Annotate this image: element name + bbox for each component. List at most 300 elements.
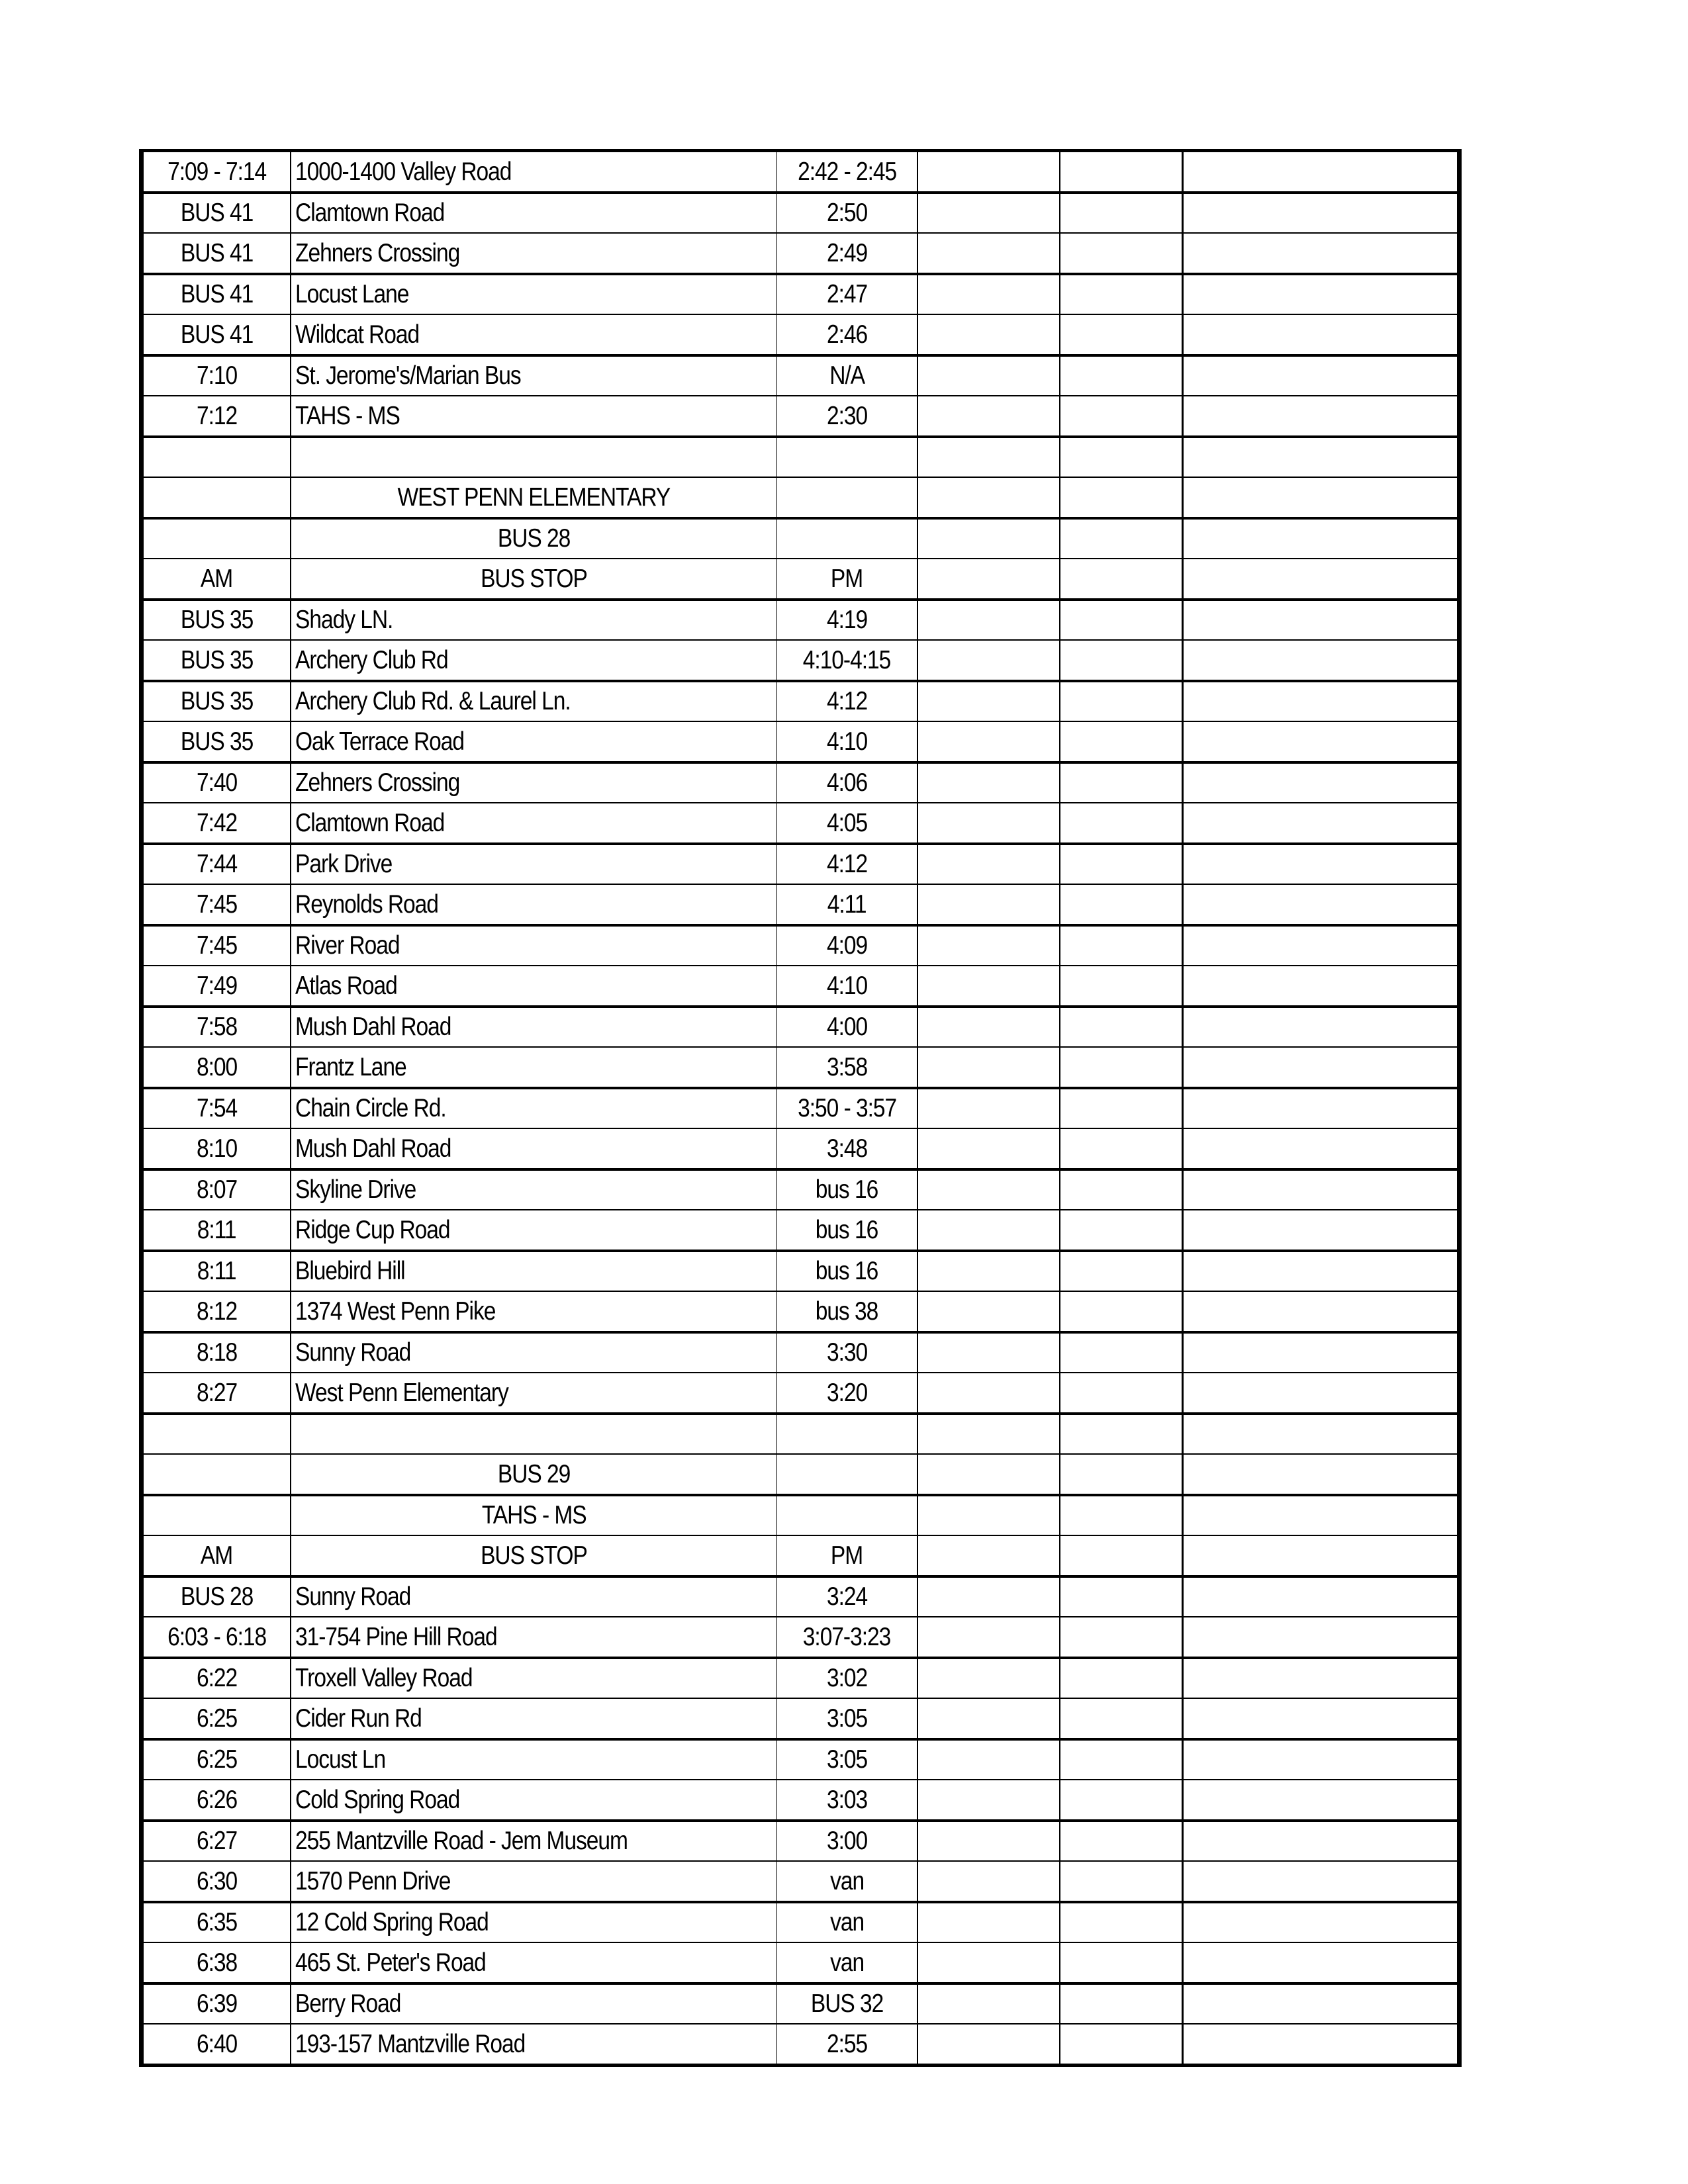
bus-stop-cell — [291, 1169, 776, 1210]
empty-cell — [917, 1169, 1060, 1210]
empty-cell — [1060, 640, 1182, 681]
am-time-cell — [143, 1373, 291, 1414]
bus-stop-cell-text: 1570 Penn Drive — [295, 1866, 451, 1895]
empty-cell — [1182, 233, 1458, 274]
am-time-cell-text: 7:42 — [196, 808, 238, 837]
am-time-cell-text: 7:09 - 7:14 — [167, 157, 267, 186]
bus-stop-cell-text: Sunny Road — [295, 1582, 411, 1612]
empty-cell — [1060, 1617, 1182, 1658]
empty-cell — [1182, 600, 1458, 641]
empty-cell — [1182, 1088, 1458, 1129]
pm-time-cell-text: 4:10-4:15 — [803, 645, 891, 674]
pm-time-cell — [776, 1047, 917, 1088]
empty-cell — [917, 803, 1060, 844]
am-time-cell — [143, 193, 291, 234]
bus-schedule-table — [142, 152, 1458, 2064]
bus-stop-cell-text: Atlas Road — [295, 971, 397, 1000]
bus-stop-cell-text: Locust Lane — [295, 280, 409, 309]
pm-time-cell-text: 3:03 — [826, 1785, 867, 1814]
table-row — [143, 1169, 1458, 1210]
empty-cell — [917, 1658, 1060, 1699]
empty-cell — [1182, 1291, 1458, 1332]
bus-stop-cell — [291, 762, 776, 803]
am-time-cell — [143, 1576, 291, 1617]
am-time-cell-text: BUS 41 — [180, 199, 254, 228]
am-time-cell — [143, 1821, 291, 1862]
empty-cell — [917, 1780, 1060, 1821]
am-time-cell — [143, 1169, 291, 1210]
empty-cell — [917, 1291, 1060, 1332]
am-time-cell — [143, 966, 291, 1007]
bus-stop-cell — [291, 600, 776, 641]
bus-stop-cell-text: Wildcat Road — [295, 320, 420, 349]
pm-time-cell-text: 3:24 — [826, 1582, 867, 1612]
table-row — [143, 681, 1458, 722]
table-row — [143, 1128, 1458, 1169]
am-time-cell — [143, 925, 291, 966]
empty-cell — [1060, 1576, 1182, 1617]
pm-time-cell — [776, 477, 917, 518]
pm-time-cell — [776, 1414, 917, 1455]
am-time-cell — [143, 314, 291, 355]
am-time-cell-text: 7:54 — [196, 1094, 238, 1123]
am-time-cell-text: 6:22 — [196, 1664, 238, 1693]
pm-time-cell — [776, 1210, 917, 1251]
empty-cell — [917, 721, 1060, 762]
pm-time-cell — [776, 844, 917, 885]
empty-cell — [1060, 1007, 1182, 1048]
bus-stop-cell — [291, 437, 776, 478]
table-row — [143, 1251, 1458, 1292]
empty-cell — [917, 1495, 1060, 1536]
empty-cell — [1182, 966, 1458, 1007]
bus-stop-cell — [291, 193, 776, 234]
pm-time-cell-text: BUS 32 — [810, 1989, 883, 2019]
empty-cell — [917, 1007, 1060, 1048]
empty-cell — [917, 1576, 1060, 1617]
empty-cell — [1182, 1332, 1458, 1373]
pm-time-cell — [776, 1373, 917, 1414]
pm-time-cell — [776, 1454, 917, 1495]
pm-time-cell-text: 4:10 — [826, 971, 867, 1000]
empty-cell — [917, 640, 1060, 681]
table-row — [143, 193, 1458, 234]
bus-stop-cell-text: Shady LN. — [295, 606, 393, 635]
bus-stop-cell-text: Sunny Road — [295, 1338, 411, 1367]
section-title-cell — [291, 477, 776, 518]
schedule-rows — [143, 152, 1458, 2064]
pm-time-cell-text: 3:48 — [826, 1134, 867, 1163]
bus-stop-cell — [291, 233, 776, 274]
am-time-cell-text: BUS 28 — [180, 1582, 254, 1612]
empty-cell — [1060, 152, 1182, 193]
section-header-row — [143, 1495, 1458, 1536]
am-time-cell — [143, 1780, 291, 1821]
bus-stop-cell — [291, 1983, 776, 2025]
bus-stop-cell-text: TAHS - MS — [295, 401, 400, 430]
empty-cell — [1182, 1902, 1458, 1943]
empty-cell — [1182, 1495, 1458, 1536]
pm-time-cell — [776, 233, 917, 274]
am-time-cell-text: 7:10 — [196, 361, 238, 390]
am-time-cell — [143, 1210, 291, 1251]
bus-stop-cell — [291, 2024, 776, 2064]
empty-cell — [917, 314, 1060, 355]
empty-cell — [1060, 314, 1182, 355]
pm-time-cell — [776, 314, 917, 355]
table-row — [143, 600, 1458, 641]
pm-time-cell-text: bus 16 — [815, 1175, 878, 1205]
bus-stop-cell — [291, 1047, 776, 1088]
am-time-cell — [143, 1414, 291, 1455]
table-row — [143, 1047, 1458, 1088]
empty-cell — [1182, 1454, 1458, 1495]
bus-stop-cell — [291, 844, 776, 885]
empty-cell — [1060, 193, 1182, 234]
am-time-cell — [143, 1007, 291, 1048]
am-time-cell-text: 6:25 — [196, 1745, 238, 1774]
empty-cell — [917, 681, 1060, 722]
empty-cell — [917, 1373, 1060, 1414]
empty-cell — [917, 1698, 1060, 1739]
bus-stop-cell-text: Mush Dahl Road — [295, 1013, 451, 1042]
table-row — [143, 1576, 1458, 1617]
empty-cell — [917, 1251, 1060, 1292]
bus-stop-cell-text: Troxell Valley Road — [295, 1664, 473, 1693]
empty-cell — [1182, 1414, 1458, 1455]
pm-time-cell-text: PM — [831, 564, 863, 593]
table-row — [143, 1698, 1458, 1739]
bus-stop-cell — [291, 1780, 776, 1821]
am-time-cell — [143, 1454, 291, 1495]
am-time-cell — [143, 1739, 291, 1780]
bus-stop-cell-text: Chain Circle Rd. — [295, 1094, 446, 1123]
empty-cell — [917, 274, 1060, 315]
empty-cell — [1060, 1251, 1182, 1292]
pm-time-cell-text: 3:05 — [826, 1704, 867, 1733]
bus-stop-cell — [291, 966, 776, 1007]
bus-stop-cell — [291, 1373, 776, 1414]
am-time-cell — [143, 1902, 291, 1943]
pm-time-cell-text: 4:12 — [826, 850, 867, 879]
empty-cell — [1060, 1780, 1182, 1821]
empty-cell — [1182, 640, 1458, 681]
empty-cell — [917, 1454, 1060, 1495]
am-time-cell — [143, 803, 291, 844]
empty-cell — [1182, 396, 1458, 437]
am-time-cell-text: AM — [201, 1541, 233, 1570]
am-time-cell-text: 6:38 — [196, 1948, 238, 1977]
empty-cell — [917, 2024, 1060, 2064]
pm-time-cell-text: van — [829, 1908, 864, 1937]
table-row — [143, 640, 1458, 681]
empty-cell — [1060, 1210, 1182, 1251]
pm-time-cell-text: 3:58 — [826, 1052, 867, 1081]
empty-cell — [1060, 681, 1182, 722]
bus-stop-cell-text: Cold Spring Road — [295, 1785, 460, 1814]
section-header-row — [143, 559, 1458, 600]
pm-time-cell-text: 4:19 — [826, 606, 867, 635]
pm-time-cell — [776, 966, 917, 1007]
empty-cell — [1182, 437, 1458, 478]
bus-stop-cell-text: 1000-1400 Valley Road — [295, 157, 512, 186]
am-time-cell — [143, 1658, 291, 1699]
empty-cell — [1060, 1739, 1182, 1780]
am-time-cell-text: 7:44 — [196, 850, 238, 879]
bus-stop-cell-text: 193-157 Mantzville Road — [295, 2029, 526, 2058]
empty-cell — [1182, 681, 1458, 722]
pm-time-cell — [776, 1088, 917, 1129]
pm-time-cell — [776, 1535, 917, 1576]
bus-stop-cell-text: Berry Road — [295, 1989, 401, 2019]
empty-cell — [917, 559, 1060, 600]
am-time-cell-text: 7:45 — [196, 931, 238, 960]
pm-time-cell-text: 3:05 — [826, 1745, 867, 1774]
empty-cell — [917, 1739, 1060, 1780]
am-time-cell-text: 8:27 — [196, 1378, 238, 1407]
section-title-cell-text: BUS STOP — [480, 1541, 587, 1570]
empty-cell — [1182, 2024, 1458, 2064]
pm-time-cell-text: bus 16 — [815, 1215, 878, 1244]
bus-stop-cell-text: Reynolds Road — [295, 889, 438, 919]
table-row — [143, 1902, 1458, 1943]
empty-cell — [1060, 600, 1182, 641]
section-title-cell-text: TAHS - MS — [481, 1501, 586, 1530]
table-row — [143, 884, 1458, 925]
table-row — [143, 1983, 1458, 2025]
table-row — [143, 1861, 1458, 1902]
table-row — [143, 1780, 1458, 1821]
empty-cell — [1060, 477, 1182, 518]
table-row — [143, 1658, 1458, 1699]
empty-cell — [1182, 1169, 1458, 1210]
empty-cell — [917, 396, 1060, 437]
empty-cell — [1182, 1739, 1458, 1780]
pm-time-cell-text: 4:10 — [826, 727, 867, 756]
empty-cell — [1182, 355, 1458, 396]
empty-cell — [1182, 1251, 1458, 1292]
table-row — [143, 1291, 1458, 1332]
bus-stop-cell — [291, 1658, 776, 1699]
empty-cell — [1182, 1983, 1458, 2025]
empty-cell — [917, 1535, 1060, 1576]
table-row — [143, 1007, 1458, 1048]
table-row — [143, 355, 1458, 396]
bus-stop-cell — [291, 640, 776, 681]
am-time-cell-text: 7:58 — [196, 1013, 238, 1042]
empty-cell — [1060, 1698, 1182, 1739]
empty-cell — [1060, 1942, 1182, 1983]
am-time-cell — [143, 1698, 291, 1739]
pm-time-cell-text: 2:55 — [826, 2029, 867, 2058]
empty-cell — [1182, 1576, 1458, 1617]
empty-cell — [1060, 1983, 1182, 2025]
pm-time-cell-text: 4:05 — [826, 808, 867, 837]
empty-cell — [917, 1902, 1060, 1943]
am-time-cell-text: BUS 35 — [180, 687, 254, 716]
pm-time-cell-text: van — [829, 1866, 864, 1895]
am-time-cell — [143, 559, 291, 600]
pm-time-cell — [776, 193, 917, 234]
am-time-cell — [143, 1332, 291, 1373]
am-time-cell — [143, 844, 291, 885]
bus-stop-cell — [291, 396, 776, 437]
table-row — [143, 152, 1458, 193]
pm-time-cell-text: PM — [831, 1541, 863, 1570]
bus-stop-cell — [291, 1414, 776, 1455]
empty-cell — [917, 477, 1060, 518]
empty-cell — [917, 1210, 1060, 1251]
pm-time-cell-text: 4:00 — [826, 1013, 867, 1042]
table-row — [143, 233, 1458, 274]
am-time-cell-text: 6:30 — [196, 1866, 238, 1895]
bus-stop-cell — [291, 1332, 776, 1373]
pm-time-cell — [776, 1698, 917, 1739]
bus-stop-cell-text: Archery Club Rd. & Laurel Ln. — [295, 687, 571, 716]
empty-cell — [1182, 1821, 1458, 1862]
bus-stop-cell — [291, 1088, 776, 1129]
empty-cell — [1060, 721, 1182, 762]
section-header-row — [143, 518, 1458, 559]
pm-time-cell — [776, 884, 917, 925]
empty-cell — [1060, 355, 1182, 396]
empty-cell — [1060, 1861, 1182, 1902]
bus-stop-cell-text: Locust Ln — [295, 1745, 386, 1774]
empty-cell — [1060, 1373, 1182, 1414]
pm-time-cell-text: 3:20 — [826, 1378, 867, 1407]
spacer-row — [143, 1414, 1458, 1455]
empty-cell — [917, 600, 1060, 641]
empty-cell — [1060, 274, 1182, 315]
am-time-cell — [143, 518, 291, 559]
empty-cell — [1060, 2024, 1182, 2064]
am-time-cell — [143, 600, 291, 641]
empty-cell — [1060, 803, 1182, 844]
table-row — [143, 1210, 1458, 1251]
am-time-cell — [143, 640, 291, 681]
pm-time-cell-text: 4:06 — [826, 768, 867, 797]
pm-time-cell — [776, 1658, 917, 1699]
bus-stop-cell — [291, 314, 776, 355]
am-time-cell-text: 6:40 — [196, 2029, 238, 2058]
empty-cell — [917, 884, 1060, 925]
empty-cell — [1182, 1047, 1458, 1088]
am-time-cell — [143, 1128, 291, 1169]
am-time-cell-text: 8:12 — [196, 1297, 238, 1326]
empty-cell — [1060, 233, 1182, 274]
am-time-cell — [143, 762, 291, 803]
empty-cell — [917, 518, 1060, 559]
bus-stop-cell — [291, 884, 776, 925]
pm-time-cell — [776, 803, 917, 844]
pm-time-cell — [776, 2024, 917, 2064]
bus-stop-cell-text: 255 Mantzville Road - Jem Museum — [295, 1827, 628, 1856]
bus-stop-cell-text: Frantz Lane — [295, 1052, 406, 1081]
table-row — [143, 1942, 1458, 1983]
am-time-cell — [143, 396, 291, 437]
pm-time-cell-text: 4:09 — [826, 931, 867, 960]
empty-cell — [1182, 1535, 1458, 1576]
section-title-cell — [291, 1454, 776, 1495]
pm-time-cell — [776, 1251, 917, 1292]
empty-cell — [917, 355, 1060, 396]
table-row — [143, 803, 1458, 844]
empty-cell — [1060, 925, 1182, 966]
empty-cell — [917, 1983, 1060, 2025]
empty-cell — [1182, 559, 1458, 600]
bus-stop-cell — [291, 1942, 776, 1983]
empty-cell — [1182, 1698, 1458, 1739]
am-time-cell — [143, 1047, 291, 1088]
am-time-cell — [143, 437, 291, 478]
bus-stop-cell-text: St. Jerome's/Marian Bus — [295, 361, 521, 390]
empty-cell — [1060, 1902, 1182, 1943]
pm-time-cell-text: 3:07-3:23 — [803, 1622, 891, 1651]
am-time-cell — [143, 681, 291, 722]
bus-stop-cell — [291, 1007, 776, 1048]
pm-time-cell — [776, 1780, 917, 1821]
table-row — [143, 274, 1458, 315]
empty-cell — [1060, 1454, 1182, 1495]
empty-cell — [1060, 518, 1182, 559]
empty-cell — [917, 1047, 1060, 1088]
empty-cell — [1182, 518, 1458, 559]
pm-time-cell — [776, 1617, 917, 1658]
pm-time-cell-text: bus 16 — [815, 1257, 878, 1286]
section-header-row — [143, 1535, 1458, 1576]
pm-time-cell — [776, 559, 917, 600]
empty-cell — [1182, 274, 1458, 315]
bus-stop-cell-text: Mush Dahl Road — [295, 1134, 451, 1163]
pm-time-cell-text: 2:47 — [826, 280, 867, 309]
table-row — [143, 1739, 1458, 1780]
empty-cell — [917, 844, 1060, 885]
pm-time-cell — [776, 762, 917, 803]
am-time-cell-text: BUS 35 — [180, 727, 254, 756]
pm-time-cell-text: 2:46 — [826, 320, 867, 349]
empty-cell — [1060, 1128, 1182, 1169]
pm-time-cell-text: 3:02 — [826, 1664, 867, 1693]
pm-time-cell — [776, 640, 917, 681]
am-time-cell-text: 8:07 — [196, 1175, 238, 1205]
table-row — [143, 721, 1458, 762]
bus-stop-cell-text: Park Drive — [295, 850, 393, 879]
section-header-row — [143, 1454, 1458, 1495]
empty-cell — [1060, 1291, 1182, 1332]
empty-cell — [1060, 1658, 1182, 1699]
empty-cell — [917, 1332, 1060, 1373]
section-title-cell-text: BUS 28 — [497, 524, 570, 553]
bus-stop-cell — [291, 1210, 776, 1251]
bus-stop-cell — [291, 1251, 776, 1292]
am-time-cell-text: 6:35 — [196, 1908, 238, 1937]
empty-cell — [917, 1821, 1060, 1862]
table-row — [143, 1373, 1458, 1414]
table-row — [143, 925, 1458, 966]
am-time-cell — [143, 1535, 291, 1576]
empty-cell — [1182, 1373, 1458, 1414]
pm-time-cell — [776, 437, 917, 478]
pm-time-cell — [776, 1007, 917, 1048]
empty-cell — [1182, 1942, 1458, 1983]
am-time-cell-text: 8:00 — [196, 1052, 238, 1081]
empty-cell — [1060, 437, 1182, 478]
bus-stop-cell — [291, 1291, 776, 1332]
bus-stop-cell-text: 1374 West Penn Pike — [295, 1297, 496, 1326]
am-time-cell-text: 7:12 — [196, 401, 238, 430]
bus-stop-cell-text: River Road — [295, 931, 400, 960]
am-time-cell-text: BUS 35 — [180, 645, 254, 674]
